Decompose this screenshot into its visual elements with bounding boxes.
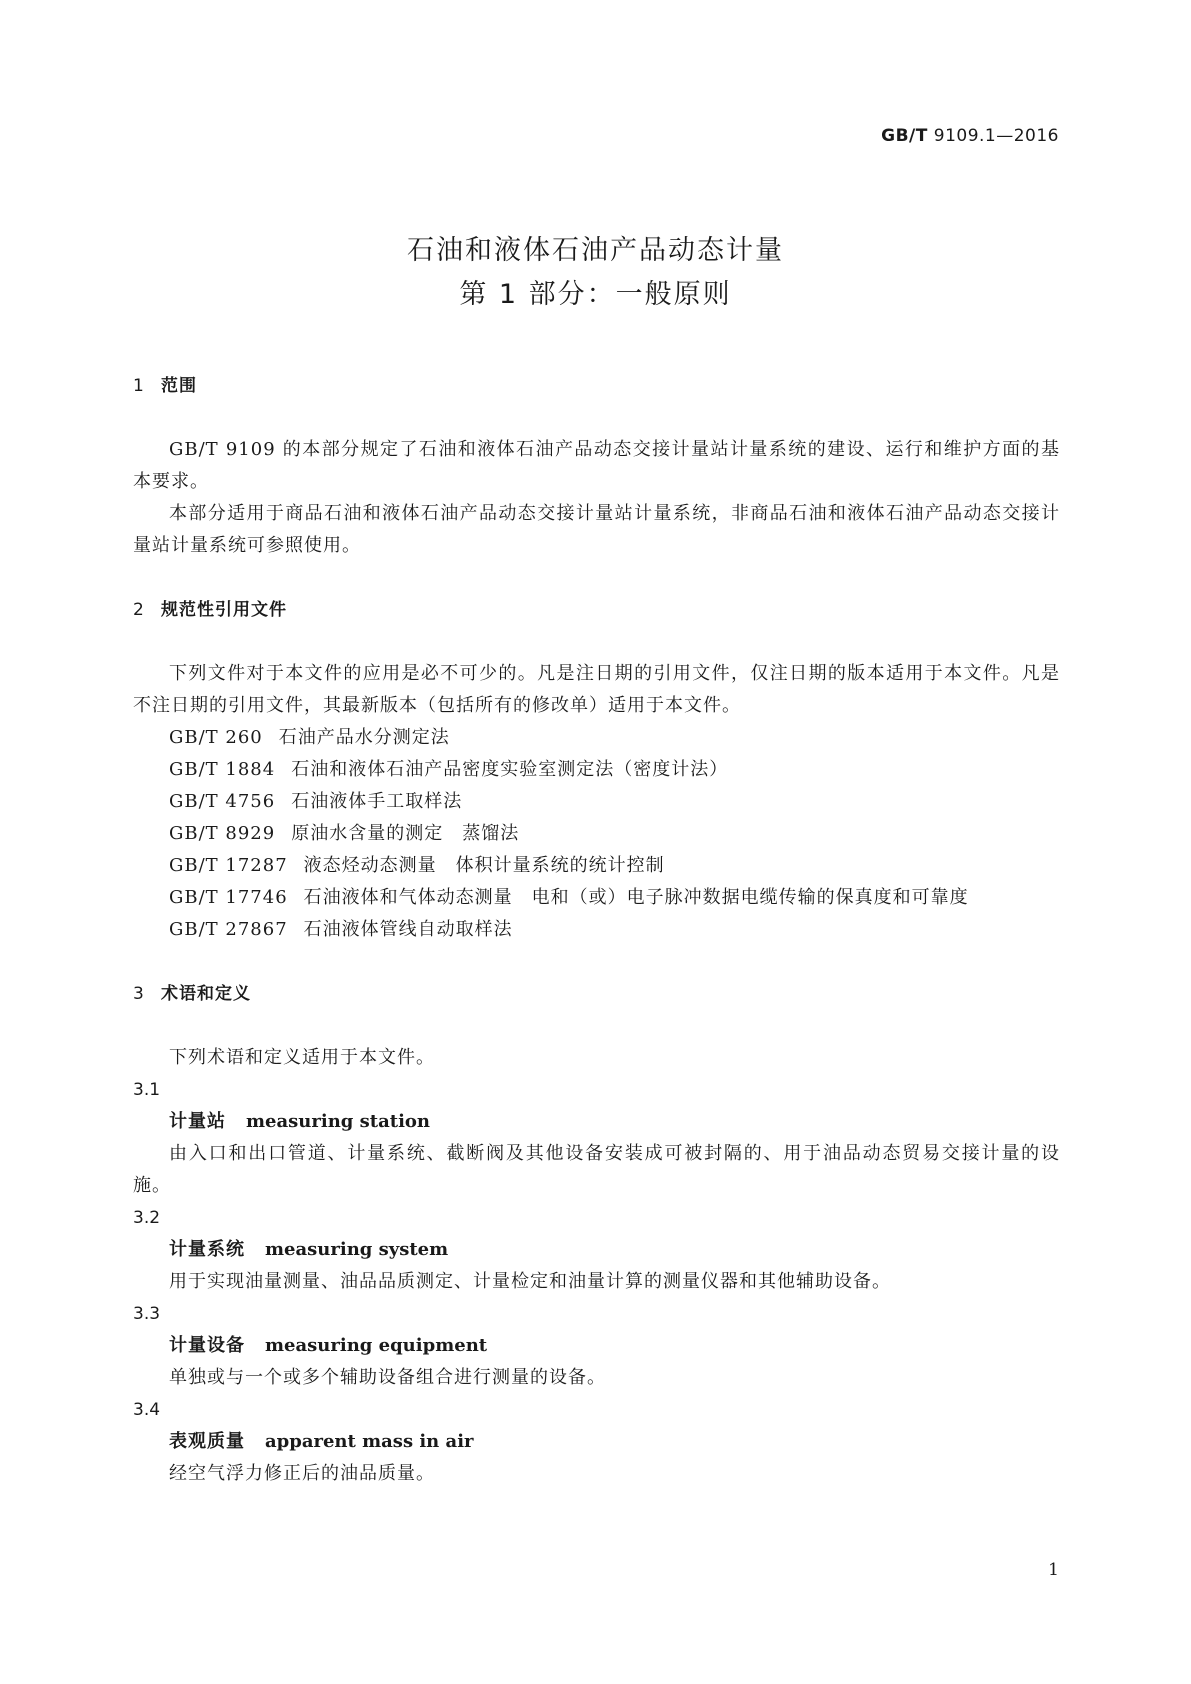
reference-name: 石油液体管线自动取样法 bbox=[303, 919, 513, 940]
term-title bbox=[133, 1426, 1060, 1458]
term-en: measuring station bbox=[246, 1111, 430, 1132]
reference-item bbox=[133, 818, 1060, 850]
term-zh: 计量设备 bbox=[169, 1335, 245, 1356]
reference-name: 原油水含量的测定 蒸馏法 bbox=[291, 823, 520, 844]
reference-code: GB/T 17287 bbox=[169, 855, 288, 876]
reference-item bbox=[133, 850, 1060, 882]
reference-name: 石油产品水分测定法 bbox=[278, 727, 450, 748]
term-zh: 计量系统 bbox=[169, 1239, 245, 1260]
reference-item bbox=[133, 882, 1060, 914]
term-definition: 经空气浮力修正后的油品质量。 bbox=[169, 1463, 435, 1484]
reference-code: GB/T 1884 bbox=[169, 759, 276, 780]
reference-item bbox=[133, 754, 1060, 786]
term-number: 3.1 bbox=[133, 1080, 161, 1100]
reference-name: 石油和液体石油产品密度实验室测定法（密度计法） bbox=[291, 759, 729, 780]
term-zh: 表观质量 bbox=[169, 1431, 245, 1452]
reference-code: GB/T 17746 bbox=[169, 887, 288, 908]
section-heading-refs bbox=[133, 594, 1060, 626]
scope-paragraph-1: GB/T 9109 的本部分规定了石油和液体石油产品动态交接计量站计量系统的建设、运行和维护方面的基本要求。 bbox=[133, 439, 1060, 492]
document-title-line2: 第 1 部分：一般原则 bbox=[459, 279, 732, 310]
term-en: apparent mass in air bbox=[265, 1431, 474, 1452]
term-title bbox=[133, 1106, 1060, 1138]
section-number: 2 bbox=[133, 600, 145, 620]
term-definition: 用于实现油量测量、油品品质测定、计量检定和油量计算的测量仪器和其他辅助设备。 bbox=[169, 1271, 891, 1292]
document-title-line1: 石油和液体石油产品动态计量 bbox=[407, 235, 784, 266]
scope-paragraph-2: 本部分适用于商品石油和液体石油产品动态交接计量站计量系统，非商品石油和液体石油产品动态交接计量站计量系统可参照使用。 bbox=[133, 503, 1060, 556]
refs-intro-paragraph: 下列文件对于本文件的应用是必不可少的。凡是注日期的引用文件，仅注日期的版本适用于本文件。凡是不注日期的引用文件，其最新版本（包括所有的修改单）适用于本文件。 bbox=[133, 663, 1060, 716]
term-en: measuring equipment bbox=[265, 1335, 488, 1356]
term-title bbox=[133, 1234, 1060, 1266]
section-heading-terms bbox=[133, 978, 1060, 1010]
reference-code: GB/T 4756 bbox=[169, 791, 276, 812]
section-heading-scope bbox=[133, 370, 1060, 402]
page-number: 1 bbox=[1048, 1560, 1059, 1580]
reference-code: GB/T 27867 bbox=[169, 919, 288, 940]
section-title: 范围 bbox=[161, 376, 197, 396]
section-number: 1 bbox=[133, 376, 145, 396]
term-number: 3.4 bbox=[133, 1400, 161, 1420]
term-definition: 由入口和出口管道、计量系统、截断阀及其他设备安装成可被封隔的、用于油品动态贸易交接计量的设施。 bbox=[133, 1143, 1060, 1196]
reference-name: 液态烃动态测量 体积计量系统的统计控制 bbox=[303, 855, 665, 876]
reference-item bbox=[133, 786, 1060, 818]
term-zh: 计量站 bbox=[169, 1111, 226, 1132]
standard-code-number: 9109.1—2016 bbox=[933, 126, 1059, 146]
reference-item bbox=[133, 722, 1060, 754]
term-definition: 单独或与一个或多个辅助设备组合进行测量的设备。 bbox=[169, 1367, 606, 1388]
standard-code-prefix: GB/T bbox=[881, 126, 928, 146]
reference-name: 石油液体和气体动态测量 电和（或）电子脉冲数据电缆传输的保真度和可靠度 bbox=[303, 887, 969, 908]
term-number: 3.2 bbox=[133, 1208, 161, 1228]
section-number: 3 bbox=[133, 984, 145, 1004]
section-title: 规范性引用文件 bbox=[161, 600, 287, 620]
reference-item bbox=[133, 914, 1060, 946]
section-title: 术语和定义 bbox=[161, 984, 251, 1004]
standard-code bbox=[881, 126, 1059, 146]
document-body bbox=[133, 370, 1060, 1490]
terms-intro-paragraph: 下列术语和定义适用于本文件。 bbox=[169, 1047, 435, 1068]
reference-code: GB/T 260 bbox=[169, 727, 263, 748]
reference-code: GB/T 8929 bbox=[169, 823, 276, 844]
term-title bbox=[133, 1330, 1060, 1362]
reference-name: 石油液体手工取样法 bbox=[291, 791, 463, 812]
term-en: measuring system bbox=[265, 1239, 449, 1260]
term-number: 3.3 bbox=[133, 1304, 161, 1324]
